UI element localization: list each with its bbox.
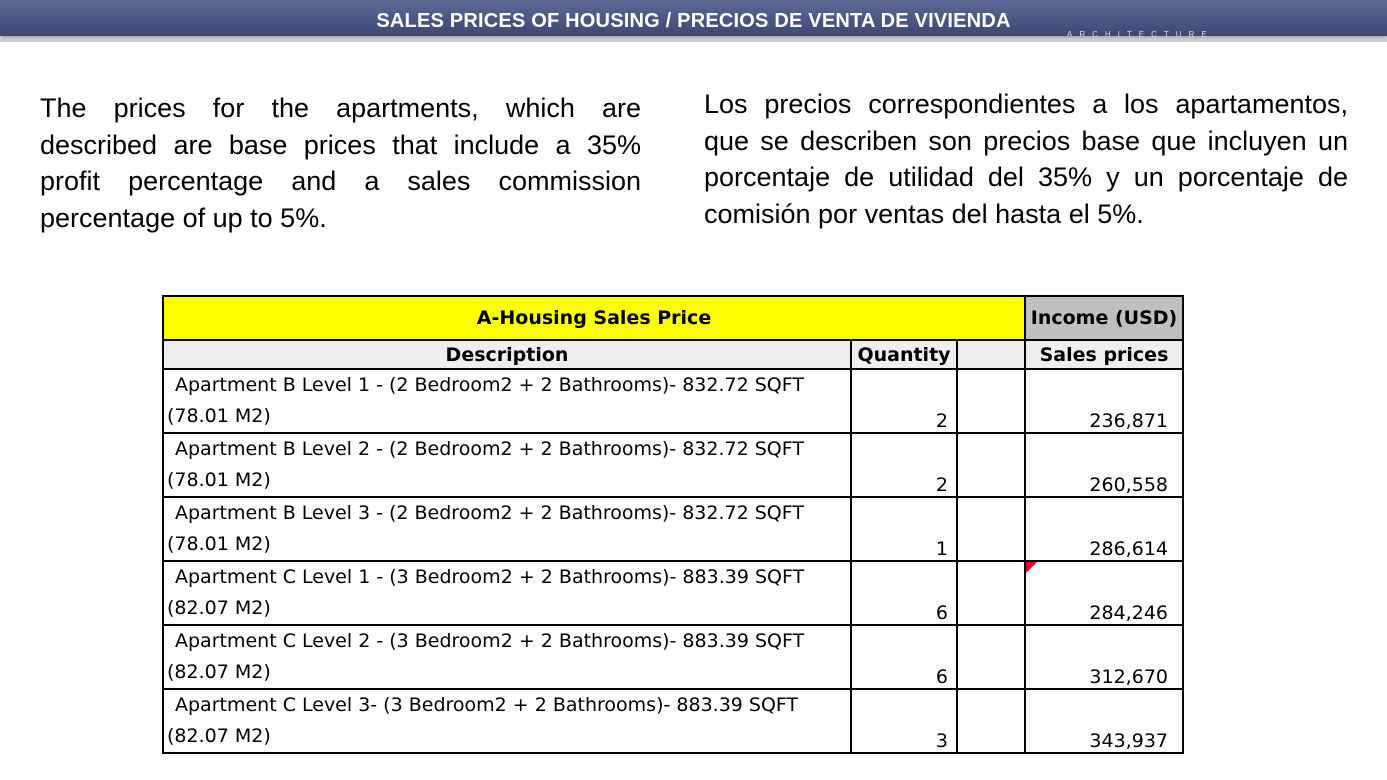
banner-divider — [0, 39, 1387, 42]
area-line: (82.07 M2) — [167, 725, 271, 747]
price-cell: 236,871 — [1025, 369, 1183, 433]
description-cell — [163, 625, 851, 689]
description-header: Description — [163, 340, 851, 369]
quantity-cell: 2 — [851, 369, 957, 433]
area-line: (82.07 M2) — [167, 661, 271, 683]
blank-cell — [957, 369, 1025, 433]
description-line: Apartment C Level 2 - (3 Bedroom2 + 2 Bathrooms)- 883.39 SQFT — [175, 630, 805, 652]
architecture-watermark: ARCHITECTURE — [1067, 30, 1214, 39]
quantity-cell: 6 — [851, 561, 957, 625]
blank-cell — [957, 689, 1025, 753]
housing-sales-table — [162, 295, 1184, 754]
price-cell: 260,558 — [1025, 433, 1183, 497]
table-row — [163, 433, 1183, 497]
area-line: (78.01 M2) — [167, 405, 271, 427]
area-line: (78.01 M2) — [167, 469, 271, 491]
description-line: Apartment C Level 1 - (3 Bedroom2 + 2 Bathrooms)- 883.39 SQFT — [175, 566, 805, 588]
quantity-header: Quantity — [851, 340, 957, 369]
blank-cell — [957, 561, 1025, 625]
quantity-cell: 1 — [851, 497, 957, 561]
price-cell: 312,670 — [1025, 625, 1183, 689]
sales-prices-header: Sales prices — [1025, 340, 1183, 369]
blank-cell — [957, 433, 1025, 497]
area-line: (78.01 M2) — [167, 533, 271, 555]
description-line: Apartment B Level 2 - (2 Bedroom2 + 2 Bathrooms)- 832.72 SQFT — [175, 438, 804, 460]
description-cell — [163, 369, 851, 433]
description-cell — [163, 561, 851, 625]
table-row — [163, 689, 1183, 753]
area-line: (82.07 M2) — [167, 597, 271, 619]
price-cell: 343,937 — [1025, 689, 1183, 753]
quantity-cell: 3 — [851, 689, 957, 753]
table-row — [163, 625, 1183, 689]
table-row — [163, 561, 1183, 625]
description-cell — [163, 689, 851, 753]
quantity-cell: 2 — [851, 433, 957, 497]
intro-spanish: Los precios correspondientes a los apartamentos, que se describen son precios base que incluyen un porcentaje de utilidad del 35% y un porcentaje de comisión por ventas del hasta el 5%. — [704, 89, 1348, 229]
income-header-cell: Income (USD) — [1025, 296, 1183, 340]
price-cell: 286,614 — [1025, 497, 1183, 561]
blank-header — [957, 340, 1025, 369]
description-line: Apartment C Level 3- (3 Bedroom2 + 2 Bathrooms)- 883.39 SQFT — [175, 694, 799, 716]
description-line: Apartment B Level 1 - (2 Bedroom2 + 2 Bathrooms)- 832.72 SQFT — [175, 374, 804, 396]
description-cell — [163, 497, 851, 561]
section-title-cell: A-Housing Sales Price — [163, 296, 1025, 340]
description-cell — [163, 433, 851, 497]
intro-english: The prices for the apartments, which are described are base prices that include a 35% profit percentage and a sales commission percentage of up to 5%. — [40, 93, 641, 233]
page-title: SALES PRICES OF HOUSING / PRECIOS DE VENTA DE VIVIENDA — [376, 10, 1011, 32]
blank-cell — [957, 625, 1025, 689]
table-row — [163, 369, 1183, 433]
price-cell — [1025, 561, 1183, 625]
price-value: 284,246 — [1089, 602, 1168, 624]
comment-indicator-icon[interactable] — [1026, 562, 1037, 573]
description-line: Apartment B Level 3 - (2 Bedroom2 + 2 Bathrooms)- 832.72 SQFT — [175, 502, 804, 524]
blank-cell — [957, 497, 1025, 561]
quantity-cell: 6 — [851, 625, 957, 689]
table-row — [163, 497, 1183, 561]
